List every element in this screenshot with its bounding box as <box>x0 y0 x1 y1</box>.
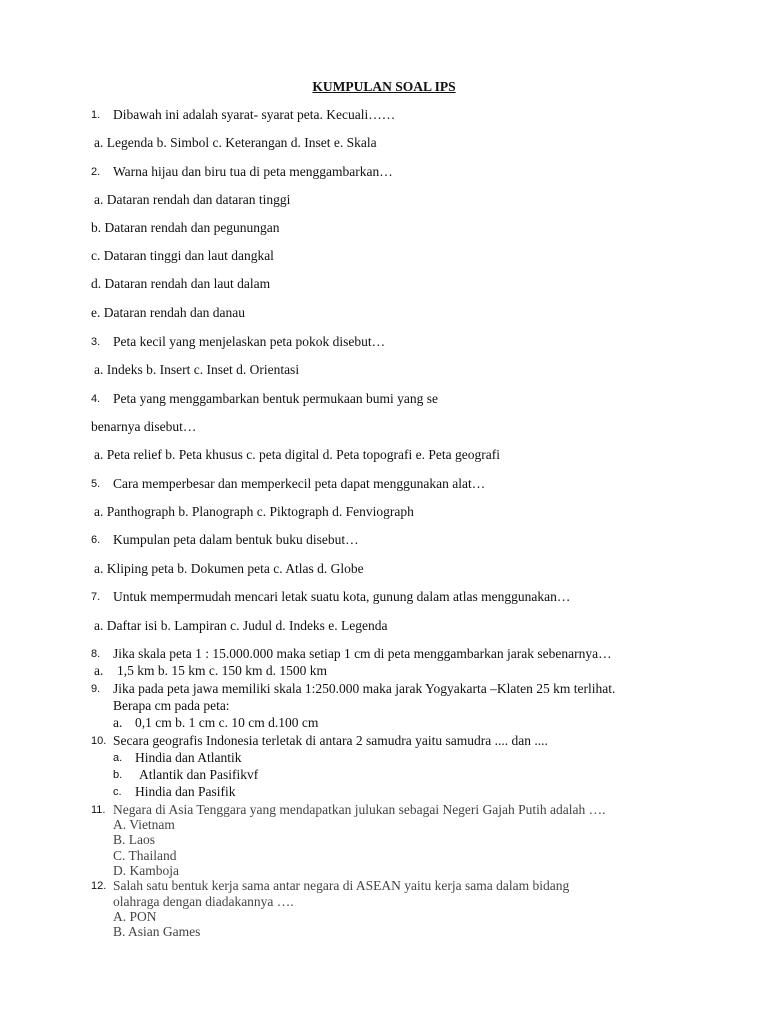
answer-options: a. Kliping peta b. Dokumen peta c. Atlas d. Globe <box>94 561 364 576</box>
answer-option: c. Dataran tinggi dan laut dangkal <box>91 248 274 263</box>
question-number: 11. <box>91 804 106 816</box>
question-text: Peta yang menggambarkan bentuk permukaan bumi yang se <box>113 391 439 406</box>
question-text: Jika pada peta jawa memiliki skala 1:250.000 maka jarak Yogyakarta –Klaten 25 km terlihat. <box>113 681 616 696</box>
question-text: Jika skala peta 1 : 15.000.000 maka setiap 1 cm di peta menggambarkan jarak sebenarnya… <box>113 646 612 661</box>
answer-options: a. Daftar isi b. Lampiran c. Judul d. Indeks e. Legenda <box>94 618 388 633</box>
question-text-cont: benarnya disebut… <box>91 419 197 434</box>
question-number: 8. <box>91 648 101 660</box>
answer-option: Hindia dan Atlantik <box>135 750 242 765</box>
option-letter: b. <box>113 769 123 781</box>
question-number: 1. <box>91 109 101 121</box>
question-number: 3. <box>91 336 101 348</box>
question-text-cont: olahraga dengan diadakannya …. <box>113 894 294 909</box>
question-text-cont: Berapa cm pada peta: <box>113 698 230 713</box>
answer-option: B. Laos <box>113 832 155 847</box>
question-text: Secara geografis Indonesia terletak di antara 2 samudra yaitu samudra .... dan .... <box>113 733 548 748</box>
option-letter: a. <box>94 663 104 678</box>
option-letter: a. <box>113 715 123 730</box>
answer-options: 1,5 km b. 15 km c. 150 km d. 1500 km <box>117 663 327 678</box>
answer-option: A. Vietnam <box>113 817 175 832</box>
question-number: 4. <box>91 393 101 405</box>
question-number: 10. <box>91 735 107 747</box>
question-number: 12. <box>91 880 107 892</box>
answer-option: a. Dataran rendah dan dataran tinggi <box>94 192 291 207</box>
answer-option: B. Asian Games <box>113 924 201 939</box>
question-text: Salah satu bentuk kerja sama antar negara di ASEAN yaitu kerja sama dalam bidang <box>113 878 570 893</box>
answer-options: 0,1 cm b. 1 cm c. 10 cm d.100 cm <box>135 715 319 730</box>
answer-option: D. Kamboja <box>113 863 179 878</box>
answer-option: C. Thailand <box>113 848 177 863</box>
option-letter: c. <box>113 786 122 798</box>
answer-options: a. Peta relief b. Peta khusus c. peta digital d. Peta topografi e. Peta geografi <box>94 447 500 462</box>
page-title: KUMPULAN SOAL IPS <box>312 79 456 94</box>
question-text: Warna hijau dan biru tua di peta menggambarkan… <box>113 164 393 179</box>
question-number: 6. <box>91 534 101 546</box>
question-number: 9. <box>91 683 101 695</box>
question-number: 7. <box>91 591 101 603</box>
answer-option: e. Dataran rendah dan danau <box>91 305 246 320</box>
answer-option: A. PON <box>113 909 157 924</box>
answer-option: d. Dataran rendah dan laut dalam <box>91 276 271 291</box>
answer-options: a. Panthograph b. Planograph c. Piktograph d. Fenviograph <box>94 504 414 519</box>
option-letter: a. <box>113 752 123 764</box>
question-text: Peta kecil yang menjelaskan peta pokok disebut… <box>113 334 386 349</box>
question-text: Cara memperbesar dan memperkecil peta dapat menggunakan alat… <box>113 476 486 491</box>
question-text: Untuk mempermudah mencari letak suatu kota, gunung dalam atlas menggunakan… <box>113 589 571 604</box>
question-text: Dibawah ini adalah syarat- syarat peta. Kecuali…… <box>113 107 396 122</box>
question-text: Kumpulan peta dalam bentuk buku disebut… <box>113 532 359 547</box>
answer-option: Hindia dan Pasifik <box>135 784 236 799</box>
question-text: Negara di Asia Tenggara yang mendapatkan julukan sebagai Negeri Gajah Putih adalah …. <box>113 802 606 817</box>
question-number: 2. <box>91 166 101 178</box>
answer-option: b. Dataran rendah dan pegunungan <box>91 220 280 235</box>
answer-options: a. Indeks b. Insert c. Inset d. Orientasi <box>94 362 300 377</box>
answer-options: a. Legenda b. Simbol c. Keterangan d. Inset e. Skala <box>94 135 377 150</box>
question-number: 5. <box>91 478 101 490</box>
answer-option: Atlantik dan Pasifikvf <box>139 767 259 782</box>
